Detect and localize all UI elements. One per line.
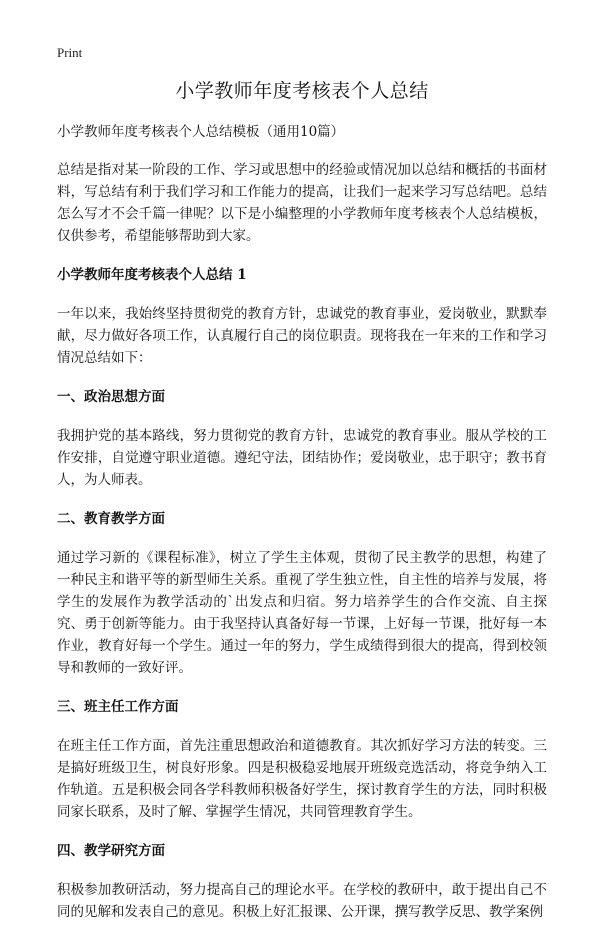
section-heading-class-teacher: 三、班主任工作方面 [57, 699, 179, 715]
section-heading-political: 一、政治思想方面 [57, 389, 165, 405]
section-body-research: 积极参加教研活动，努力提高自己的理论水平。在学校的教研中，敢于提出自己不同的见解和发表自己的意见。积极上好汇报课、公开课，撰写教学反思、教学案例 [57, 882, 547, 920]
intro-paragraph: 总结是指对某一阶段的工作、学习或思想中的经验或情况加以总结和概括的书面材料，写总结有利于我们学习和工作能力的提高，让我们一起来学习写总结吧。总结怎么写才不会千篇一律呢？以下是小编整理的小学教师年度考核表个人总结模板，仅供参考，希望能够帮助到大家。 [57, 162, 547, 244]
section-body-class-teacher: 在班主任工作方面，首先注重思想政治和道德教育。其次抓好学习方法的转变。三是搞好班级卫生，树良好形象。四是积极稳妥地展开班级竞选活动，将竞争纳入工作轨道。五是积极会同各学科教师积极备好学生，探讨教育学生的方法，同时积极同家长联系，及时了解、掌握学生情况，共同管理教育学生。 [57, 738, 547, 820]
section-body-political: 我拥护党的基本路线，努力贯彻党的教育方针，忠诚党的教育事业。服从学校的工作安排，自觉遵守职业道德。遵纪守法，团结协作；爱岗敬业，忠于职守；教书育人，为人师表。 [57, 428, 547, 488]
section-heading-teaching: 二、教育教学方面 [57, 511, 165, 527]
summary-intro-paragraph: 一年以来，我始终坚持贯彻党的教育方针，忠诚党的教育事业，爱岗敬业，默默奉献，尽力做好各项工作，认真履行自己的岗位职责。现将我在一年来的工作和学习情况总结如下： [57, 306, 547, 366]
summary-heading: 小学教师年度考核表个人总结 1 [57, 267, 247, 283]
section-body-teaching: 通过学习新的《课程标准》，树立了学生主体观，贯彻了民主教学的思想，构建了一种民主和谐平等的新型师生关系。重视了学生独立性，自主性的培养与发展，将学生的发展作为教学活动的`出发点和归宿。努力培养学生的合作交流、自主探究、勇于创新等能力。由于我坚持认真备好每一节课，上好每一节课，批好每一本作业，教育好每一个学生。通过一年的努力，学生成绩得到很大的提高，得到校领导和教师的一致好评。 [57, 550, 547, 676]
page-title: 小学教师年度考核表个人总结 [175, 80, 429, 102]
article-subtitle: 小学教师年度考核表个人总结模板（通用10篇） [57, 124, 345, 140]
section-heading-research: 四、教学研究方面 [57, 843, 165, 859]
print-link[interactable]: Print [57, 45, 83, 60]
article [57, 78, 547, 940]
